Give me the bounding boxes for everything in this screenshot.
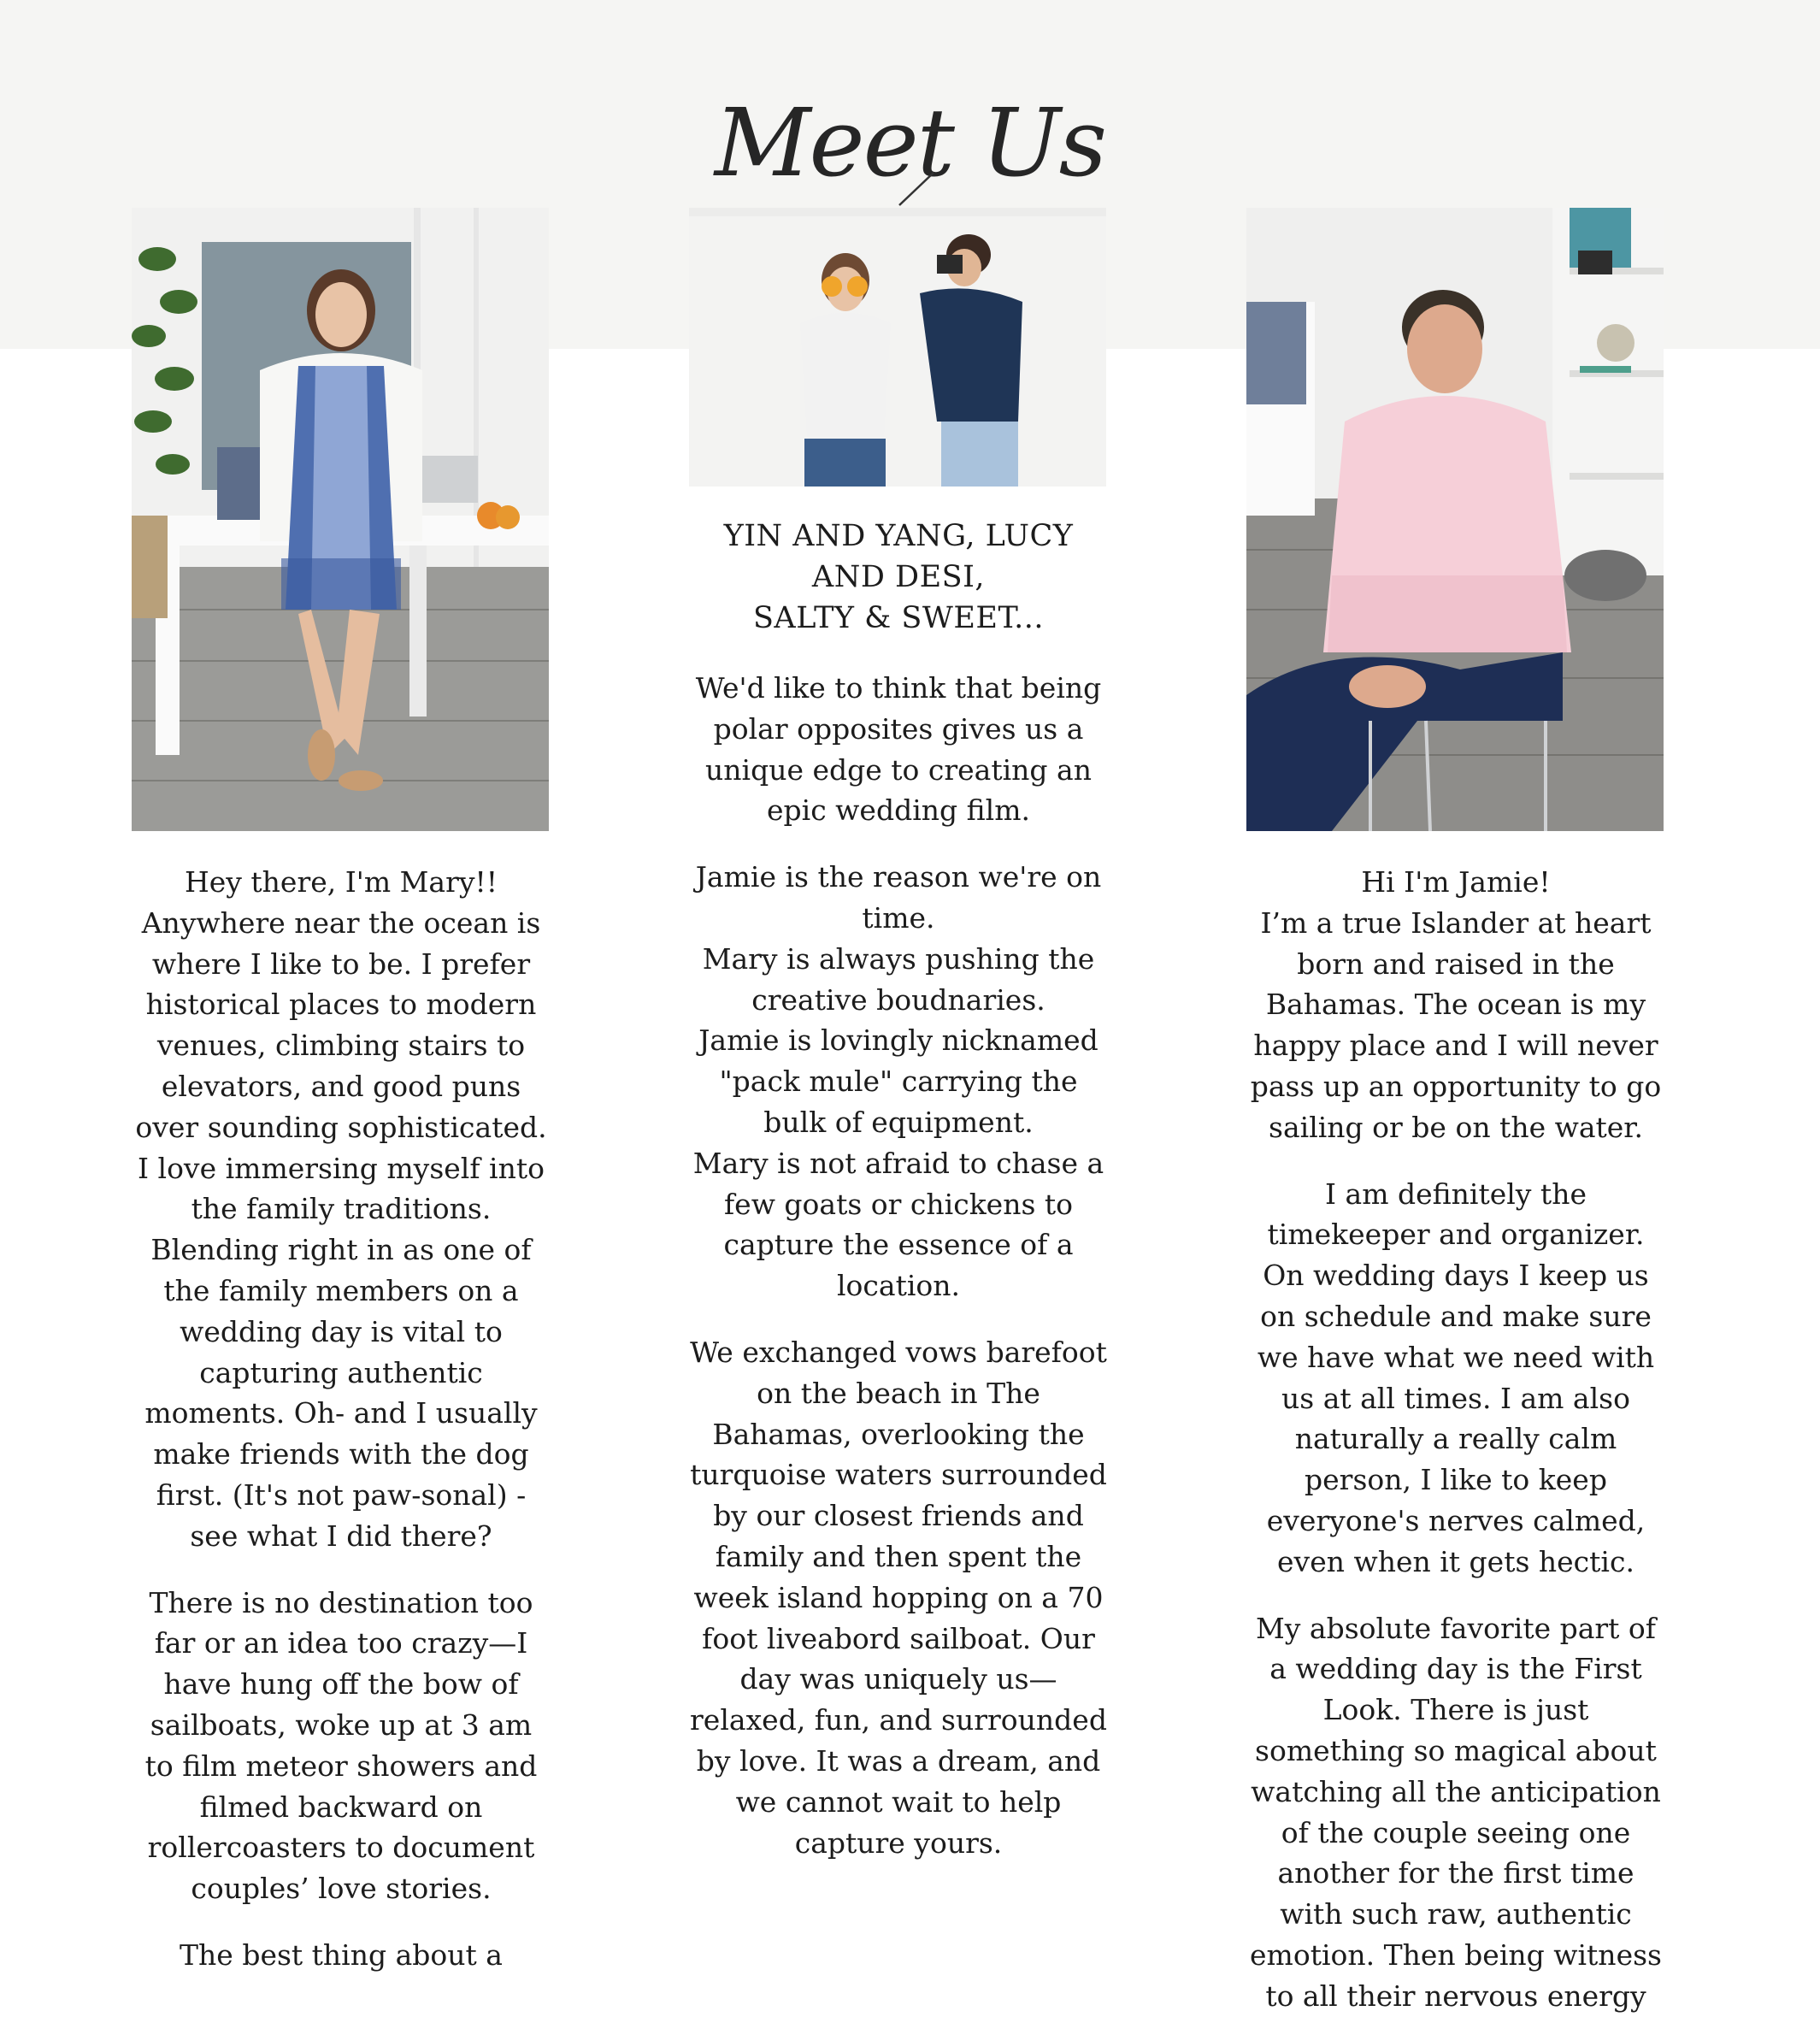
couple-bio	[689, 668, 1108, 1863]
mary-photo	[132, 208, 549, 831]
jamie-bio	[1246, 862, 1665, 2017]
page-heading: Meet Us	[714, 87, 1106, 198]
mary-column	[132, 208, 551, 1976]
mary-bio	[132, 862, 551, 1976]
jamie-photo	[1246, 208, 1664, 831]
mary-bio-intro: Hey there, I'm Mary!! Anywhere near the ocean is where I like to be. I prefer historical places to modern venues, climbing stairs to elevators, and good puns over sounding sophisticated. I love immersing myself into the family traditions. Blending right in as one of the family members on a wedding day is vital to capturing authentic moments. Oh- and I usually make friends with the dog first. (It's not paw-sonal) - see what I did there?	[135, 865, 547, 1553]
couple-photo	[689, 208, 1106, 487]
jamie-bio-intro: Hi I'm Jamie! I’m a true Islander at heart born and raised in the Bahamas. The ocean is my happy place and I will never pass up an opportunity to go sailing or be on the water.	[1250, 865, 1662, 1144]
couple-bio-story: We exchanged vows barefoot on the beach in The Bahamas, overlooking the turquoise waters surrounded by our closest friends and family and then spent the week island hopping on a 70 foot liveabord sailboat. Our day was uniquely us—relaxed, fun, and surrounded by love. It was a dream, and we cannot wait to help capture yours.	[690, 1335, 1107, 1860]
jamie-column	[1246, 208, 1665, 2017]
couple-bio-intro: We'd like to think that being polar opposites gives us a unique edge to creating an epic wedding film.	[695, 671, 1102, 828]
jamie-bio-role: I am definitely the timekeeper and organizer. On wedding days I keep us on schedule and make sure we have what we need with us at all times. I am also naturally a really calm person, I like to keep everyone's nerves calmed, even when it gets hectic.	[1257, 1177, 1655, 1578]
mary-bio-adventures: There is no destination too far or an idea too crazy—I have hung off the bow of sailboats, woke up at 3 am to film meteor showers and filmed backward on rollercoasters to document couples’ love stories.	[144, 1585, 538, 1906]
couple-title: YIN AND YANG, LUCY AND DESI, SALTY & SWEET...	[723, 519, 1074, 635]
jamie-bio-favorite: My absolute favorite part of a wedding day is the First Look. There is just something so magical about watching all the anticipation of the couple seeing one another for the first time with such raw, authentic emotion. Then being witness to all their nervous energy	[1250, 1611, 1662, 2013]
couple-column	[689, 208, 1108, 1863]
heading-divider	[898, 171, 935, 207]
mary-bio-closing: The best thing about a	[180, 1937, 503, 1972]
couple-bio-roles: Jamie is the reason we're on time. Mary is always pushing the creative boudnaries. Jamie is lovingly nicknamed "pack mule" carrying the bulk of equipment. Mary is not afraid to chase a few goats or chickens to capture the essence of a location.	[692, 860, 1104, 1303]
